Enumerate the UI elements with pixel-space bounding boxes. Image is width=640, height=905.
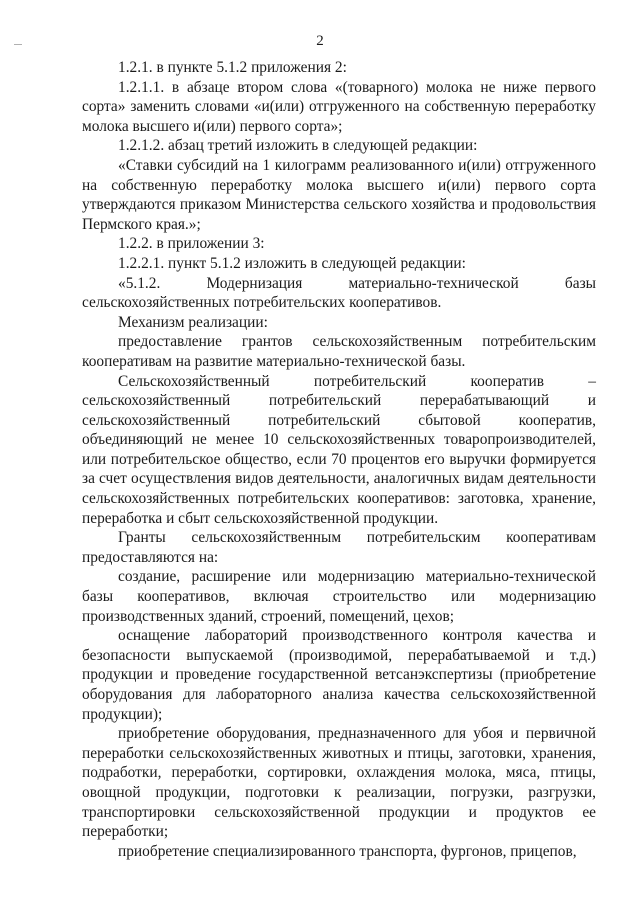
paragraph: приобретение оборудования, предназначенного для убоя и первичной переработки сельскохозяйственных животных и птицы, заготовки, хранения, подработки, переработки, сортировки, охлаждения молока, мяса, птицы, овощной продукции, подготовки к реализации, погрузки, разгрузки, транспортировки сельскохозяйственной продукции и продуктов ее переработки; [82,725,596,841]
paragraph: 1.2.1.2. абзац третий изложить в следующей редакции: [118,137,478,155]
paragraph: Сельскохозяйственный потребительский кооператив – сельскохозяйственный потребительский перерабатывающий и сельскохозяйственный потребительский сбытовой кооператив, объединяющий не менее 10 сельскохозяйственных товаропроизводителей, или потребительское общество, если 70 процентов его выручки формируется за счет осуществления видов деятельности, аналогичных видам деятельности сельскохозяйственных потребительских кооперативов: заготовка, хранение, переработка и сбыт сельскохозяйственной продукции. [82,372,596,527]
paragraph: 1.2.2. в приложении 3: [118,235,265,253]
paragraph: оснащение лабораторий производственного контроля качества и безопасности выпускаемой (производимой, перерабатываемой и т.д.) продукции и проведение государственной ветсанэкспертизы (приобретение оборудования для лабораторного анализа качества сельскохозяйственной продукции); [82,627,596,723]
paragraph: 1.2.1.1. в абзаце втором слова «(товарного) молока не ниже первого сорта» заменить словами «и(или) отгруженного на собственную переработку молока высшего и(или) первого сорта»; [82,78,596,135]
paragraph: 1.2.2.1. пункт 5.1.2 изложить в следующей редакции: [118,254,466,272]
paragraph: Механизм реализации: [118,313,268,331]
paragraph: «5.1.2. Модернизация материально-технической базы сельскохозяйственных потребительских кооперативов. [82,274,596,312]
paragraph: предоставление грантов сельскохозяйственным потребительским кооперативам на развитие материально-технической базы. [82,333,596,370]
page-number: 2 [316,33,324,49]
paragraph: создание, расширение или модернизацию материально-технической базы кооперативов, включая строительство или модернизацию производственных зданий, строений, помещений, цехов; [82,568,596,625]
paragraph: 1.2.1. в пункте 5.1.2 приложения 2: [118,59,347,76]
document-body [82,58,596,861]
paragraph: приобретение специализированного транспорта, фургонов, прицепов, [118,842,577,860]
paragraph: Гранты сельскохозяйственным потребительским кооперативам предоставляются на: [82,529,596,566]
paragraph: «Ставки субсидий на 1 килограмм реализованного и(или) отгруженного на собственную переработку молока высшего и(или) первого сорта утверждаются приказом Министерства сельского хозяйства и продовольствия Пермского края.»; [82,156,596,233]
